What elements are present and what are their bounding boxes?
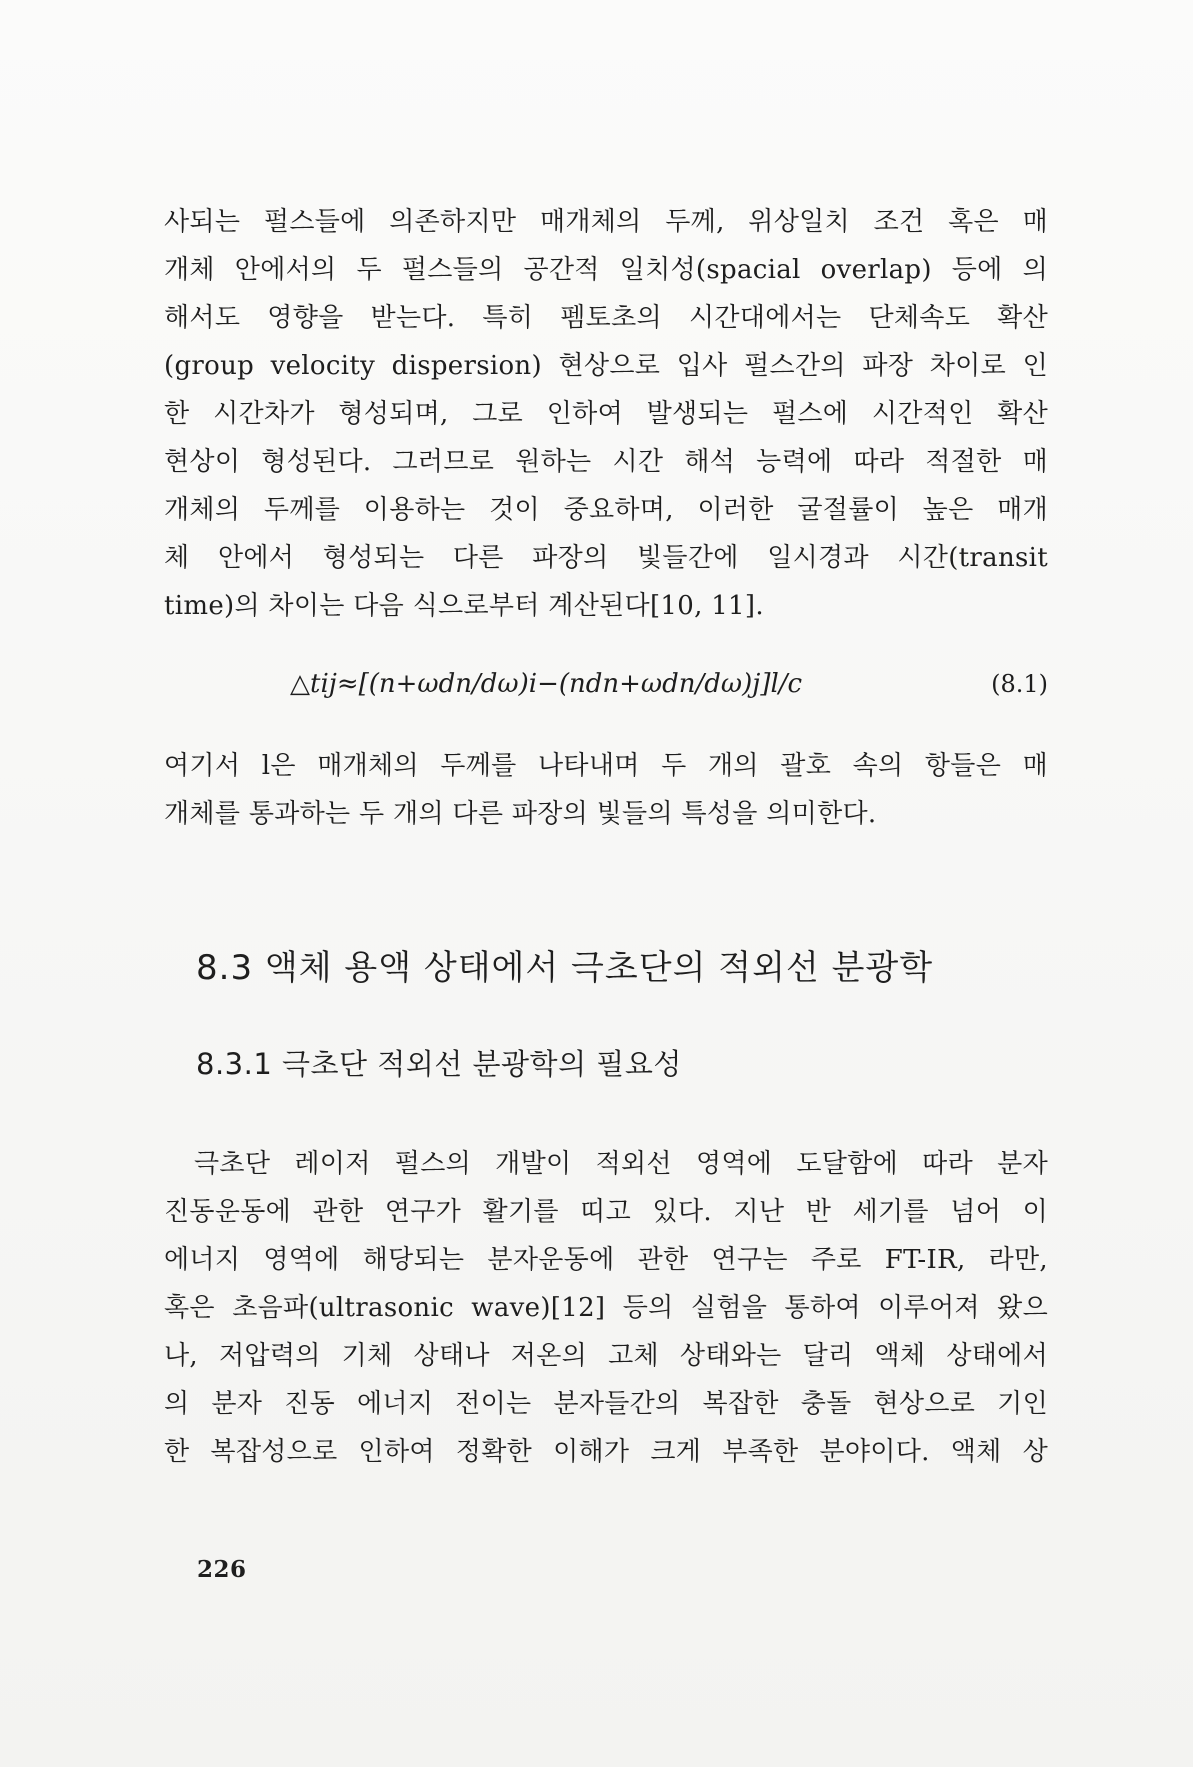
- subsection-heading: 8.3.1 극초단 적외선 분광학의 필요성: [196, 1047, 682, 1081]
- text-line: 개체 안에서의 두 펄스들의 공간적 일치성(spacial overlap) 등에 의: [164, 255, 1048, 285]
- text-line: (group velocity dispersion) 현상으로 입사 펄스간의 파장 차이로 인: [164, 351, 1048, 381]
- equation-number: (8.1): [991, 670, 1048, 698]
- text-line: 사되는 펄스들에 의존하지만 매개체의 두께, 위상일치 조건 혹은 매: [164, 207, 1048, 237]
- text-line: 여기서 l은 매개체의 두께를 나타내며 두 개의 괄호 속의 항들은 매: [164, 751, 1048, 781]
- equation: [164, 660, 1048, 708]
- paragraph-3: [164, 1140, 1048, 1476]
- text-line: 의 분자 진동 에너지 전이는 분자들간의 복잡한 충돌 현상으로 기인: [164, 1389, 1048, 1419]
- page-number: 226: [197, 1556, 247, 1583]
- text-line: 진동운동에 관한 연구가 활기를 띠고 있다. 지난 반 세기를 넘어 이: [164, 1197, 1048, 1227]
- text-line: 극초단 레이저 펄스의 개발이 적외선 영역에 도달함에 따라 분자: [194, 1149, 1048, 1179]
- text-line: 체 안에서 형성되는 다른 파장의 빛들간에 일시경과 시간(transit: [164, 543, 1048, 573]
- text-line: 해서도 영향을 받는다. 특히 펨토초의 시간대에서는 단체속도 확산: [164, 303, 1048, 333]
- text-line: 나, 저압력의 기체 상태나 저온의 고체 상태와는 달리 액체 상태에서: [164, 1341, 1048, 1371]
- text-line: 개체를 통과하는 두 개의 다른 파장의 빛들의 특성을 의미한다.: [164, 799, 877, 829]
- text-line: 한 복잡성으로 인하여 정확한 이해가 크게 부족한 분야이다. 액체 상: [164, 1437, 1048, 1467]
- equation-formula: △tij≈[(n+ωdn/dω)i−(ndn+ωdn/dω)j]l/c: [290, 669, 803, 699]
- section-heading: 8.3 액체 용액 상태에서 극초단의 적외선 분광학: [196, 948, 934, 988]
- text-line: 에너지 영역에 해당되는 분자운동에 관한 연구는 주로 FT-IR, 라만,: [164, 1245, 1048, 1275]
- text-line: 혹은 초음파(ultrasonic wave)[12] 등의 실험을 통하여 이루어져 왔으: [164, 1293, 1048, 1323]
- paragraph-1: [164, 198, 1048, 630]
- text-line: 현상이 형성된다. 그러므로 원하는 시간 해석 능력에 따라 적절한 매: [164, 447, 1048, 477]
- text-line: time)의 차이는 다음 식으로부터 계산된다[10, 11].: [164, 591, 764, 621]
- paragraph-2: [164, 742, 1048, 838]
- text-line: 한 시간차가 형성되며, 그로 인하여 발생되는 펄스에 시간적인 확산: [164, 399, 1048, 429]
- text-line: 개체의 두께를 이용하는 것이 중요하며, 이러한 굴절률이 높은 매개: [164, 495, 1048, 525]
